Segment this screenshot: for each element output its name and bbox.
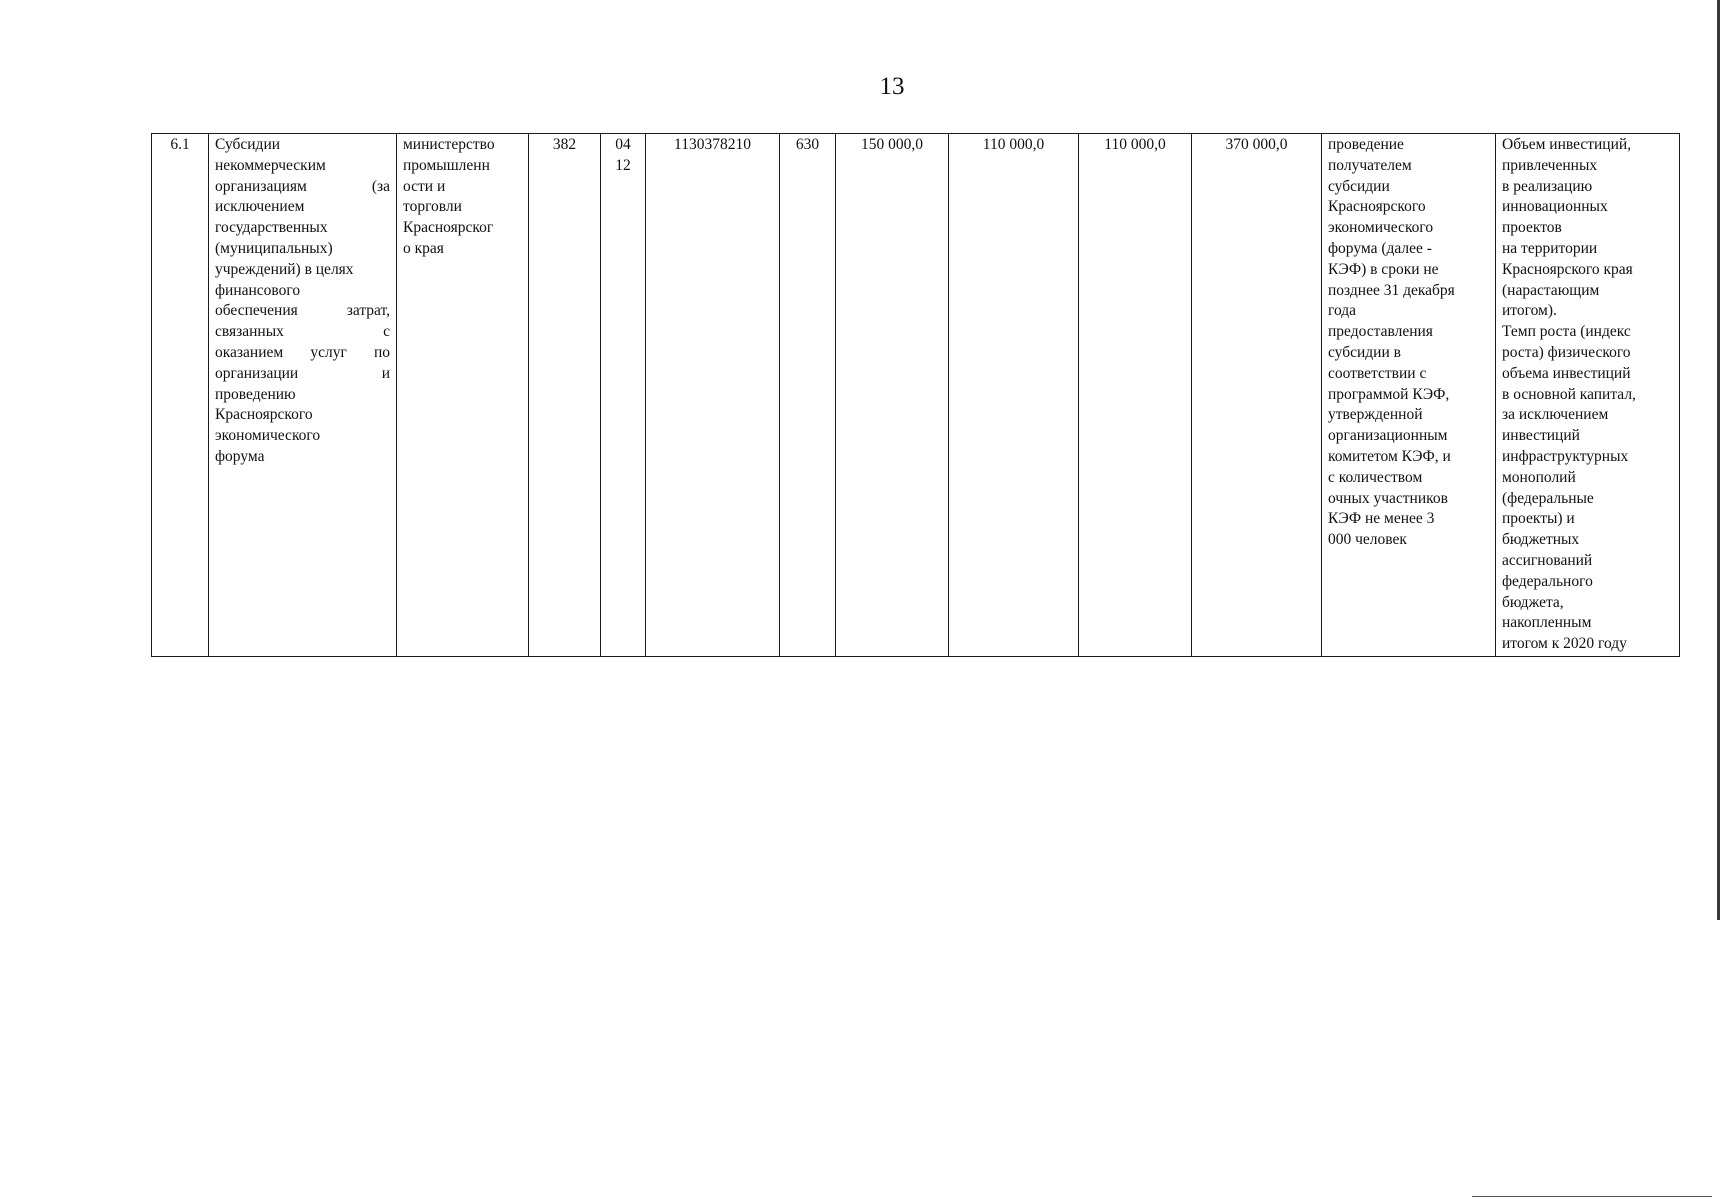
expected-result-line: проведение <box>1328 136 1404 153</box>
expected-result-line: организационным <box>1328 427 1448 445</box>
rzpr-line: 12 <box>615 156 631 174</box>
expected-result-line: Красноярского <box>1328 198 1426 216</box>
expected-result-line: субсидии в <box>1328 343 1401 361</box>
executor-line: Красноярског <box>403 219 494 237</box>
indicator-line: накопленным <box>1502 614 1592 632</box>
indicator-line: на территории <box>1502 239 1598 257</box>
expected-result-line: КЭФ) в сроки не <box>1328 260 1439 278</box>
indicator-line: роста) физического <box>1502 343 1631 361</box>
expected-result-line: с количеством <box>1328 468 1423 486</box>
indicator-line: (нарастающим <box>1502 281 1600 299</box>
rzpr-line: 04 <box>615 136 631 153</box>
csr-code: 1130378210 <box>674 136 751 153</box>
grbs-cell <box>529 134 601 657</box>
executor-cell <box>397 134 529 657</box>
measure-name-line: связанных с <box>215 323 390 341</box>
expected-result-line: форума (далее - <box>1328 239 1432 257</box>
expected-result-line: 000 человек <box>1328 531 1407 549</box>
measure-name-line: обеспечения затрат, <box>215 302 390 320</box>
amount-3: 110 000,0 <box>1104 136 1166 153</box>
indicator-line: Объем инвестиций, <box>1502 136 1632 153</box>
amount-2: 110 000,0 <box>982 136 1045 153</box>
measure-name-line: учреждений) в целях <box>215 260 354 278</box>
executor-line: торговли <box>403 198 462 216</box>
measure-name-line: проведению <box>215 385 296 403</box>
amount-total: 370 000,0 <box>1225 136 1288 153</box>
executor-line: промышленн <box>403 156 490 174</box>
row-index-cell <box>152 134 209 657</box>
measure-name-line: исключением <box>215 198 305 216</box>
measure-name-line: некоммерческим <box>215 156 326 174</box>
measure-name-line: (муниципальных) <box>215 239 333 257</box>
indicator-line: итогом). <box>1502 302 1557 320</box>
indicator-line: Красноярского края <box>1502 260 1633 278</box>
expected-result-line: экономического <box>1328 219 1434 237</box>
executor-line: о края <box>403 239 444 257</box>
expected-result-line: получателем <box>1328 156 1412 174</box>
measure-name-line: государственных <box>215 219 328 237</box>
row-index: 6.1 <box>170 136 190 153</box>
indicator-line: ассигнований <box>1502 551 1593 569</box>
indicator-line: бюджета, <box>1502 593 1564 611</box>
expected-result-line: года <box>1328 302 1357 320</box>
executor-line: министерство <box>403 136 495 153</box>
scan-bottom-mark <box>1472 1196 1712 1197</box>
page-number: 13 <box>879 73 905 100</box>
indicator-cell <box>1496 134 1680 657</box>
expected-result-line: позднее 31 декабря <box>1328 281 1455 299</box>
measures-table <box>151 133 1680 657</box>
expected-result-cell <box>1322 134 1496 657</box>
amount-1: 150 000,0 <box>861 136 923 153</box>
indicator-line: в реализацию <box>1502 177 1593 195</box>
indicator-line: инвестиций <box>1502 427 1580 445</box>
expected-result-line: утвержденной <box>1328 406 1423 424</box>
amount-2-cell <box>949 134 1079 657</box>
rzpr-cell <box>601 134 646 657</box>
indicator-line: бюджетных <box>1502 531 1580 549</box>
measure-name-line: финансового <box>215 281 301 299</box>
csr-cell <box>646 134 780 657</box>
measure-name-line: экономического <box>215 427 321 445</box>
amount-total-cell <box>1192 134 1322 657</box>
indicator-line: проектов <box>1502 219 1562 237</box>
expected-result-line: КЭФ не менее 3 <box>1328 510 1435 528</box>
indicator-line: объема инвестиций <box>1502 364 1631 382</box>
indicator-line: Темп роста (индекс <box>1502 323 1631 341</box>
measure-name-line: оказанием услуг по <box>215 343 390 361</box>
measure-name-line: Красноярского <box>215 406 313 424</box>
amount-3-cell <box>1079 134 1192 657</box>
indicator-line: итогом к 2020 году <box>1502 635 1627 653</box>
vr-code: 630 <box>795 136 820 153</box>
measure-name-line: форума <box>215 447 265 465</box>
expected-result-line: субсидии <box>1328 177 1390 195</box>
expected-result-line: очных участников <box>1328 489 1448 507</box>
indicator-line: федерального <box>1502 572 1593 590</box>
indicator-line: (федеральные <box>1502 489 1594 507</box>
indicator-line: инновационных <box>1502 198 1608 216</box>
grbs-code: 382 <box>552 136 577 153</box>
vr-cell <box>780 134 836 657</box>
table-row <box>152 134 1680 657</box>
measure-name-line: организациям (за <box>215 177 390 195</box>
executor-line: ости и <box>403 177 446 195</box>
indicator-line: за исключением <box>1502 406 1609 424</box>
indicator-line: привлеченных <box>1502 156 1598 174</box>
indicator-line: инфраструктурных <box>1502 447 1629 465</box>
indicator-line: монополий <box>1502 468 1576 486</box>
expected-result-line: комитетом КЭФ, и <box>1328 447 1451 465</box>
indicator-line: проекты) и <box>1502 510 1575 528</box>
expected-result-line: программой КЭФ, <box>1328 385 1450 403</box>
expected-result-line: предоставления <box>1328 323 1433 341</box>
indicator-line: в основной капитал, <box>1502 385 1636 403</box>
measure-name-line: организации и <box>215 364 390 382</box>
measure-name-line: Субсидии <box>215 136 281 153</box>
measure-name-cell <box>209 134 397 657</box>
amount-1-cell <box>836 134 949 657</box>
expected-result-line: соответствии с <box>1328 364 1427 382</box>
